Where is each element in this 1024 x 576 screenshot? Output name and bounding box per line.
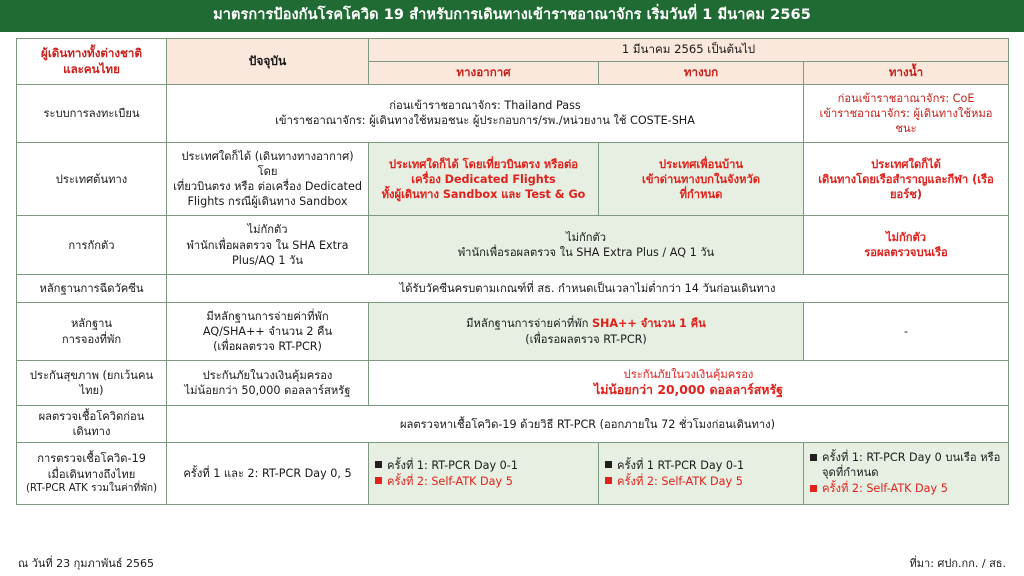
insurance-future-line-1: ประกันภัยในวงเงินคุ้มครอง [623,368,754,382]
origin-sea-line-2: เดินทางโดยเรือสำราญและกีฬา (เรือยอร์ช) [818,172,994,201]
list-item [605,458,797,473]
row-label-arrival-line3: (RT-PCR ATK รวมในค่าที่พัก) [25,482,158,494]
square-bullet-icon [375,461,382,468]
cell-accommodation-air-land [369,302,804,360]
row-label-arrival-line1: การตรวจเชื้อโควิด-19 [37,452,146,466]
origin-air-line-1: ประเทศใดก็ได้ โดยเที่ยวบินตรง หรือต่อ [388,157,579,171]
insurance-future-line-2: ไม่น้อยกว่า 20,000 ดอลลาร์สหรัฐ [594,382,783,398]
row-label-accommodation-proof [17,302,167,360]
table-row [17,143,1009,216]
footer-source: ที่มา: ศปก.กก. / สธ. [909,557,1006,570]
table-row [17,443,1009,504]
table-row [17,302,1009,360]
cell-quarantine-sea [804,216,1009,274]
measures-table [16,38,1009,504]
table-row [17,361,1009,406]
arrival-air-item-1: ครั้งที่ 1: RT-PCR Day 0-1 [387,458,518,472]
square-bullet-icon [605,477,612,484]
origin-current-line-2: เที่ยวบินตรง หรือ ต่อเครื่อง Dedicated [173,180,362,194]
accommodation-airland-highlight: SHA++ จำนวน 1 คืน [591,317,706,331]
cell-quarantine-current [167,216,369,274]
quarantine-airland-line-1: ไม่กักตัว [565,230,607,244]
cell-registration-main [167,84,804,142]
accommodation-current-line-2: AQ/SHA++ จำนวน 2 คืน [202,324,333,338]
corner-header-line2: และคนไทย [63,61,120,76]
accommodation-current-line-3: (เพื่อผลตรวจ RT-PCR) [213,340,322,354]
table-row [17,84,1009,142]
origin-air-line-3: ทั้งผู้เดินทาง Sandbox และ Test & Go [381,187,586,201]
cell-origin-air [369,143,599,216]
corner-header-line1: ผู้เดินทางทั้งต่างชาติ [41,45,142,60]
insurance-current-line-1: ประกันภัยในวงเงินคุ้มครอง [202,369,333,383]
list-item [810,481,1002,496]
accommodation-airland-sub: (เพื่อรอผลตรวจ RT-PCR) [525,332,647,346]
cell-vaccination-all: ได้รับวัคซีนครบตามเกณฑ์ที่ สธ. กำหนดเป็นเวลาไม่ต่ำกว่า 14 วันก่อนเดินทาง [167,274,1009,302]
arrival-air-list [375,458,592,489]
origin-air-line-2: เครื่อง Dedicated Flights [411,172,556,186]
cell-origin-sea [804,143,1009,216]
footer-date: ณ วันที่ 23 กุมภาพันธ์ 2565 [18,557,154,570]
registration-line-2: เข้าราชอาณาจักร: ผู้เดินทางใช้หมอชนะ ผู้ประกอบการ/รพ./หน่วยงาน ใช้ COSTE-SHA [275,114,695,128]
quarantine-sea-line-2: รอผลตรวจบนเรือ [864,246,948,260]
origin-sea-line-1: ประเทศใดก็ได้ [871,157,941,171]
origin-land-line-1: ประเทศเพื่อนบ้าน [658,157,743,171]
measures-table-wrapper [0,32,1024,504]
row-label-insurance-line1: ประกันสุขภาพ (ยกเว้นคน [29,369,154,383]
accommodation-airland-line-1 [375,316,797,331]
row-label-pretravel-line2: เดินทาง [72,425,111,439]
registration-line-1: ก่อนเข้าราชอาณาจักร: Thailand Pass [389,99,581,113]
column-header-current: ปัจจุบัน [167,39,369,84]
arrival-land-item-1: ครั้งที่ 1 RT-PCR Day 0-1 [617,458,745,472]
arrival-sea-list [810,450,1002,496]
column-header-future: 1 มีนาคม 2565 เป็นต้นไป [369,39,1009,62]
origin-current-line-1: ประเทศใดก็ได้ (เดินทางทางอากาศ) โดย [181,150,354,179]
cell-pretravel-all: ผลตรวจหาเชื้อโควิด-19 ด้วยวิธี RT-PCR (ออกภายใน 72 ชั่วโมงก่อนเดินทาง) [167,406,1009,443]
row-label-insurance-line2: ไทย) [79,384,104,398]
row-label-accommodation-line1: หลักฐาน [70,317,113,331]
cell-insurance-current [167,361,369,406]
list-item [605,474,797,489]
cell-origin-current [167,143,369,216]
row-label-pretravel-test [17,406,167,443]
column-header-air: ทางอากาศ [369,62,599,85]
quarantine-airland-line-2: พำนักเพื่อรอผลตรวจ ใน SHA Extra Plus / AQ 1 วัน [457,246,715,260]
row-label-arrival-test [17,443,167,504]
page-title: มาตรการป้องกันโรคโควิด 19 สำหรับการเดินทางเข้าราชอาณาจักร เริ่มวันที่ 1 มีนาคม 2565 [0,0,1024,32]
cell-origin-land [599,143,804,216]
cell-arrival-land [599,443,804,504]
cell-insurance-future [369,361,1009,406]
cell-arrival-sea [804,443,1009,504]
arrival-sea-item-2: ครั้งที่ 2: Self-ATK Day 5 [822,482,948,496]
quarantine-current-line-3: Plus/AQ 1 วัน [232,253,303,267]
row-label-health-insurance [17,361,167,406]
origin-land-line-3: ที่กำหนด [679,187,723,201]
cell-arrival-air [369,443,599,504]
row-label-accommodation-line2: การจองที่พัก [61,332,122,346]
origin-land-line-2: เข้าด่านทางบกในจังหวัด [642,172,760,186]
arrival-air-item-2: ครั้งที่ 2: Self-ATK Day 5 [387,474,513,488]
list-item [375,474,592,489]
registration-sea-line-1: ก่อนเข้าราชอาณาจักร: CoE [837,91,975,105]
row-label-quarantine: การกักตัว [17,216,167,274]
cell-accommodation-sea: - [804,302,1009,360]
square-bullet-icon [605,461,612,468]
square-bullet-icon [375,477,382,484]
origin-current-line-3: Flights กรณีผู้เดินทาง Sandbox [187,195,348,209]
cell-arrival-current: ครั้งที่ 1 และ 2: RT-PCR Day 0, 5 [167,443,369,504]
arrival-land-item-2: ครั้งที่ 2: Self-ATK Day 5 [617,474,743,488]
registration-sea-line-2: เข้าราชอาณาจักร: ผู้เดินทางใช้หมอชนะ [819,106,993,135]
cell-quarantine-air-land [369,216,804,274]
cell-accommodation-current [167,302,369,360]
list-item [810,450,1002,480]
row-label-origin-country: ประเทศต้นทาง [17,143,167,216]
quarantine-sea-line-1: ไม่กักตัว [885,230,927,244]
table-row [17,216,1009,274]
table-header-row-1 [17,39,1009,62]
quarantine-current-line-2: พำนักเพื่อผลตรวจ ใน SHA Extra [186,238,349,252]
row-label-pretravel-line1: ผลตรวจเชื้อโควิดก่อน [38,410,145,424]
column-header-sea: ทางน้ำ [804,62,1009,85]
table-row [17,406,1009,443]
corner-header-cell [17,39,167,84]
row-label-registration: ระบบการลงทะเบียน [17,84,167,142]
accommodation-airland-prefix: มีหลักฐานการจ่ายค่าที่พัก [466,317,592,331]
arrival-land-list [605,458,797,489]
arrival-sea-item-1: ครั้งที่ 1: RT-PCR Day 0 บนเรือ หรือจุดที่กำหนด [822,451,1001,480]
row-label-arrival-line2: เมื่อเดินทางถึงไทย [47,467,136,481]
row-label-vaccination: หลักฐานการฉีดวัคซีน [17,274,167,302]
table-row [17,274,1009,302]
square-bullet-icon [810,454,817,461]
insurance-current-line-2: ไม่น้อยกว่า 50,000 ดอลลาร์สหรัฐ [184,384,351,398]
accommodation-current-line-1: มีหลักฐานการจ่ายค่าที่พัก [206,309,329,323]
column-header-land: ทางบก [599,62,804,85]
quarantine-current-line-1: ไม่กักตัว [247,223,288,237]
square-bullet-icon [810,485,817,492]
list-item [375,458,592,473]
cell-registration-sea [804,84,1009,142]
footer [0,552,1024,576]
